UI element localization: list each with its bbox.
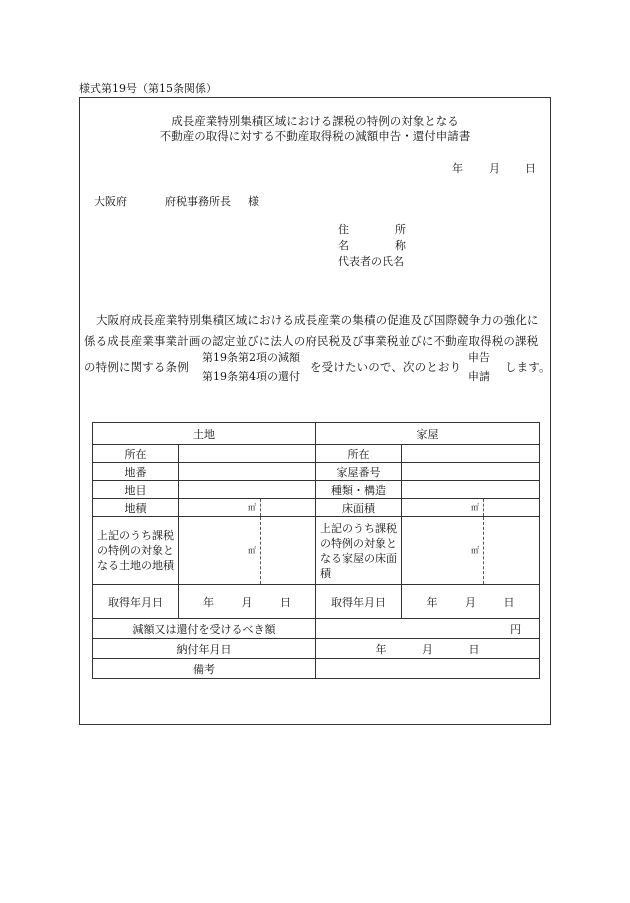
addressee-honorific: 様 — [248, 195, 259, 208]
building-number-label: 家屋番号 — [316, 463, 402, 481]
body-line2: 係る成長産業事業計画の認定並びに法人の府民税及び事業税並びに不動産取得税の課税 — [84, 334, 539, 348]
land-category-label: 地目 — [93, 481, 179, 499]
option-declare: 申告 — [468, 351, 490, 364]
addressee-office: 府税事務所長 — [165, 195, 231, 208]
land-area-label: 地積 — [93, 499, 179, 517]
building-type-field[interactable] — [402, 481, 540, 499]
building-floor-area-decimal-field[interactable] — [484, 499, 540, 517]
payment-month: 月 — [422, 642, 434, 656]
applicant-representative: 代表者の氏名 — [338, 255, 404, 268]
remarks-label: 備考 — [93, 659, 316, 679]
remarks-field[interactable] — [316, 659, 540, 679]
date-year-label: 年 — [452, 162, 463, 175]
building-location-label: 所在 — [316, 445, 402, 463]
amount-unit: 円 — [510, 622, 522, 636]
payment-date-label: 納付年月日 — [93, 639, 316, 659]
payment-year: 年 — [375, 642, 387, 656]
building-floor-area-field[interactable]: ㎡ — [402, 499, 484, 517]
land-number-field[interactable] — [179, 463, 316, 481]
form-title-line1: 成長産業特別集積区域における課税の特例の対象となる — [171, 114, 459, 128]
land-special-area-decimal-field[interactable] — [261, 517, 316, 585]
building-acq-year: 年 — [426, 595, 438, 609]
body-line1: 大阪府成長産業特別集積区域における成長産業の集積の促進及び国際競争力の強化に — [96, 313, 539, 327]
building-special-area-decimal-field[interactable] — [484, 517, 540, 585]
building-special-area-label: 上記のうち課税の特例の対象となる家屋の床面積 — [316, 517, 402, 585]
land-header: 土地 — [93, 423, 316, 445]
land-location-field[interactable] — [179, 445, 316, 463]
building-number-field[interactable] — [402, 463, 540, 481]
body-line3-prefix: の特例に関する条例 — [84, 360, 189, 374]
building-acquisition-date-label: 取得年月日 — [316, 585, 402, 619]
land-special-area-field[interactable]: ㎡ — [179, 517, 261, 585]
amount-field[interactable] — [316, 619, 540, 639]
form-title-line2: 不動産の取得に対する不動産取得税の減額申告・還付申請書 — [159, 129, 471, 143]
body-line3-mid: を受けたいので、次のとおり — [310, 360, 462, 374]
applicant-name-a: 名 — [338, 239, 349, 252]
option-apply: 申請 — [468, 370, 490, 383]
land-acq-year: 年 — [203, 595, 215, 609]
land-number-label: 地番 — [93, 463, 179, 481]
applicant-address-a: 住 — [338, 223, 349, 236]
payment-date-field[interactable] — [316, 639, 540, 659]
land-area-decimal-field[interactable] — [261, 499, 316, 517]
addressee-prefecture: 大阪府 — [94, 195, 127, 208]
land-location-label: 所在 — [93, 445, 179, 463]
land-acquisition-date-label: 取得年月日 — [93, 585, 179, 619]
building-floor-area-label: 床面積 — [316, 499, 402, 517]
land-acq-month: 月 — [241, 595, 253, 609]
land-category-field[interactable] — [179, 481, 316, 499]
applicant-address-b: 所 — [395, 223, 406, 236]
date-day-label: 日 — [525, 162, 536, 175]
option-reduction: 第19条第2項の減額 — [202, 351, 300, 364]
building-location-field[interactable] — [402, 445, 540, 463]
land-acquisition-date-field[interactable] — [179, 585, 316, 619]
property-table — [92, 422, 540, 679]
land-acq-day: 日 — [280, 595, 292, 609]
form-number: 様式第19号（第15条関係） — [79, 82, 217, 95]
building-acq-month: 月 — [465, 595, 477, 609]
building-acquisition-date-field[interactable] — [402, 585, 540, 619]
date-month-label: 月 — [489, 162, 500, 175]
payment-day: 日 — [468, 642, 480, 656]
land-area-field[interactable]: ㎡ — [179, 499, 261, 517]
option-refund: 第19条第4項の還付 — [202, 370, 300, 383]
applicant-name-b: 称 — [395, 239, 406, 252]
land-special-area-label: 上記のうち課税の特例の対象となる土地の地積 — [93, 517, 179, 585]
building-special-area-field[interactable]: ㎡ — [402, 517, 484, 585]
amount-label: 減額又は還付を受けるべき額 — [93, 619, 316, 639]
building-acq-day: 日 — [503, 595, 515, 609]
body-line3-suffix: します。 — [505, 360, 551, 374]
building-type-label: 種類・構造 — [316, 481, 402, 499]
building-header: 家屋 — [316, 423, 540, 445]
